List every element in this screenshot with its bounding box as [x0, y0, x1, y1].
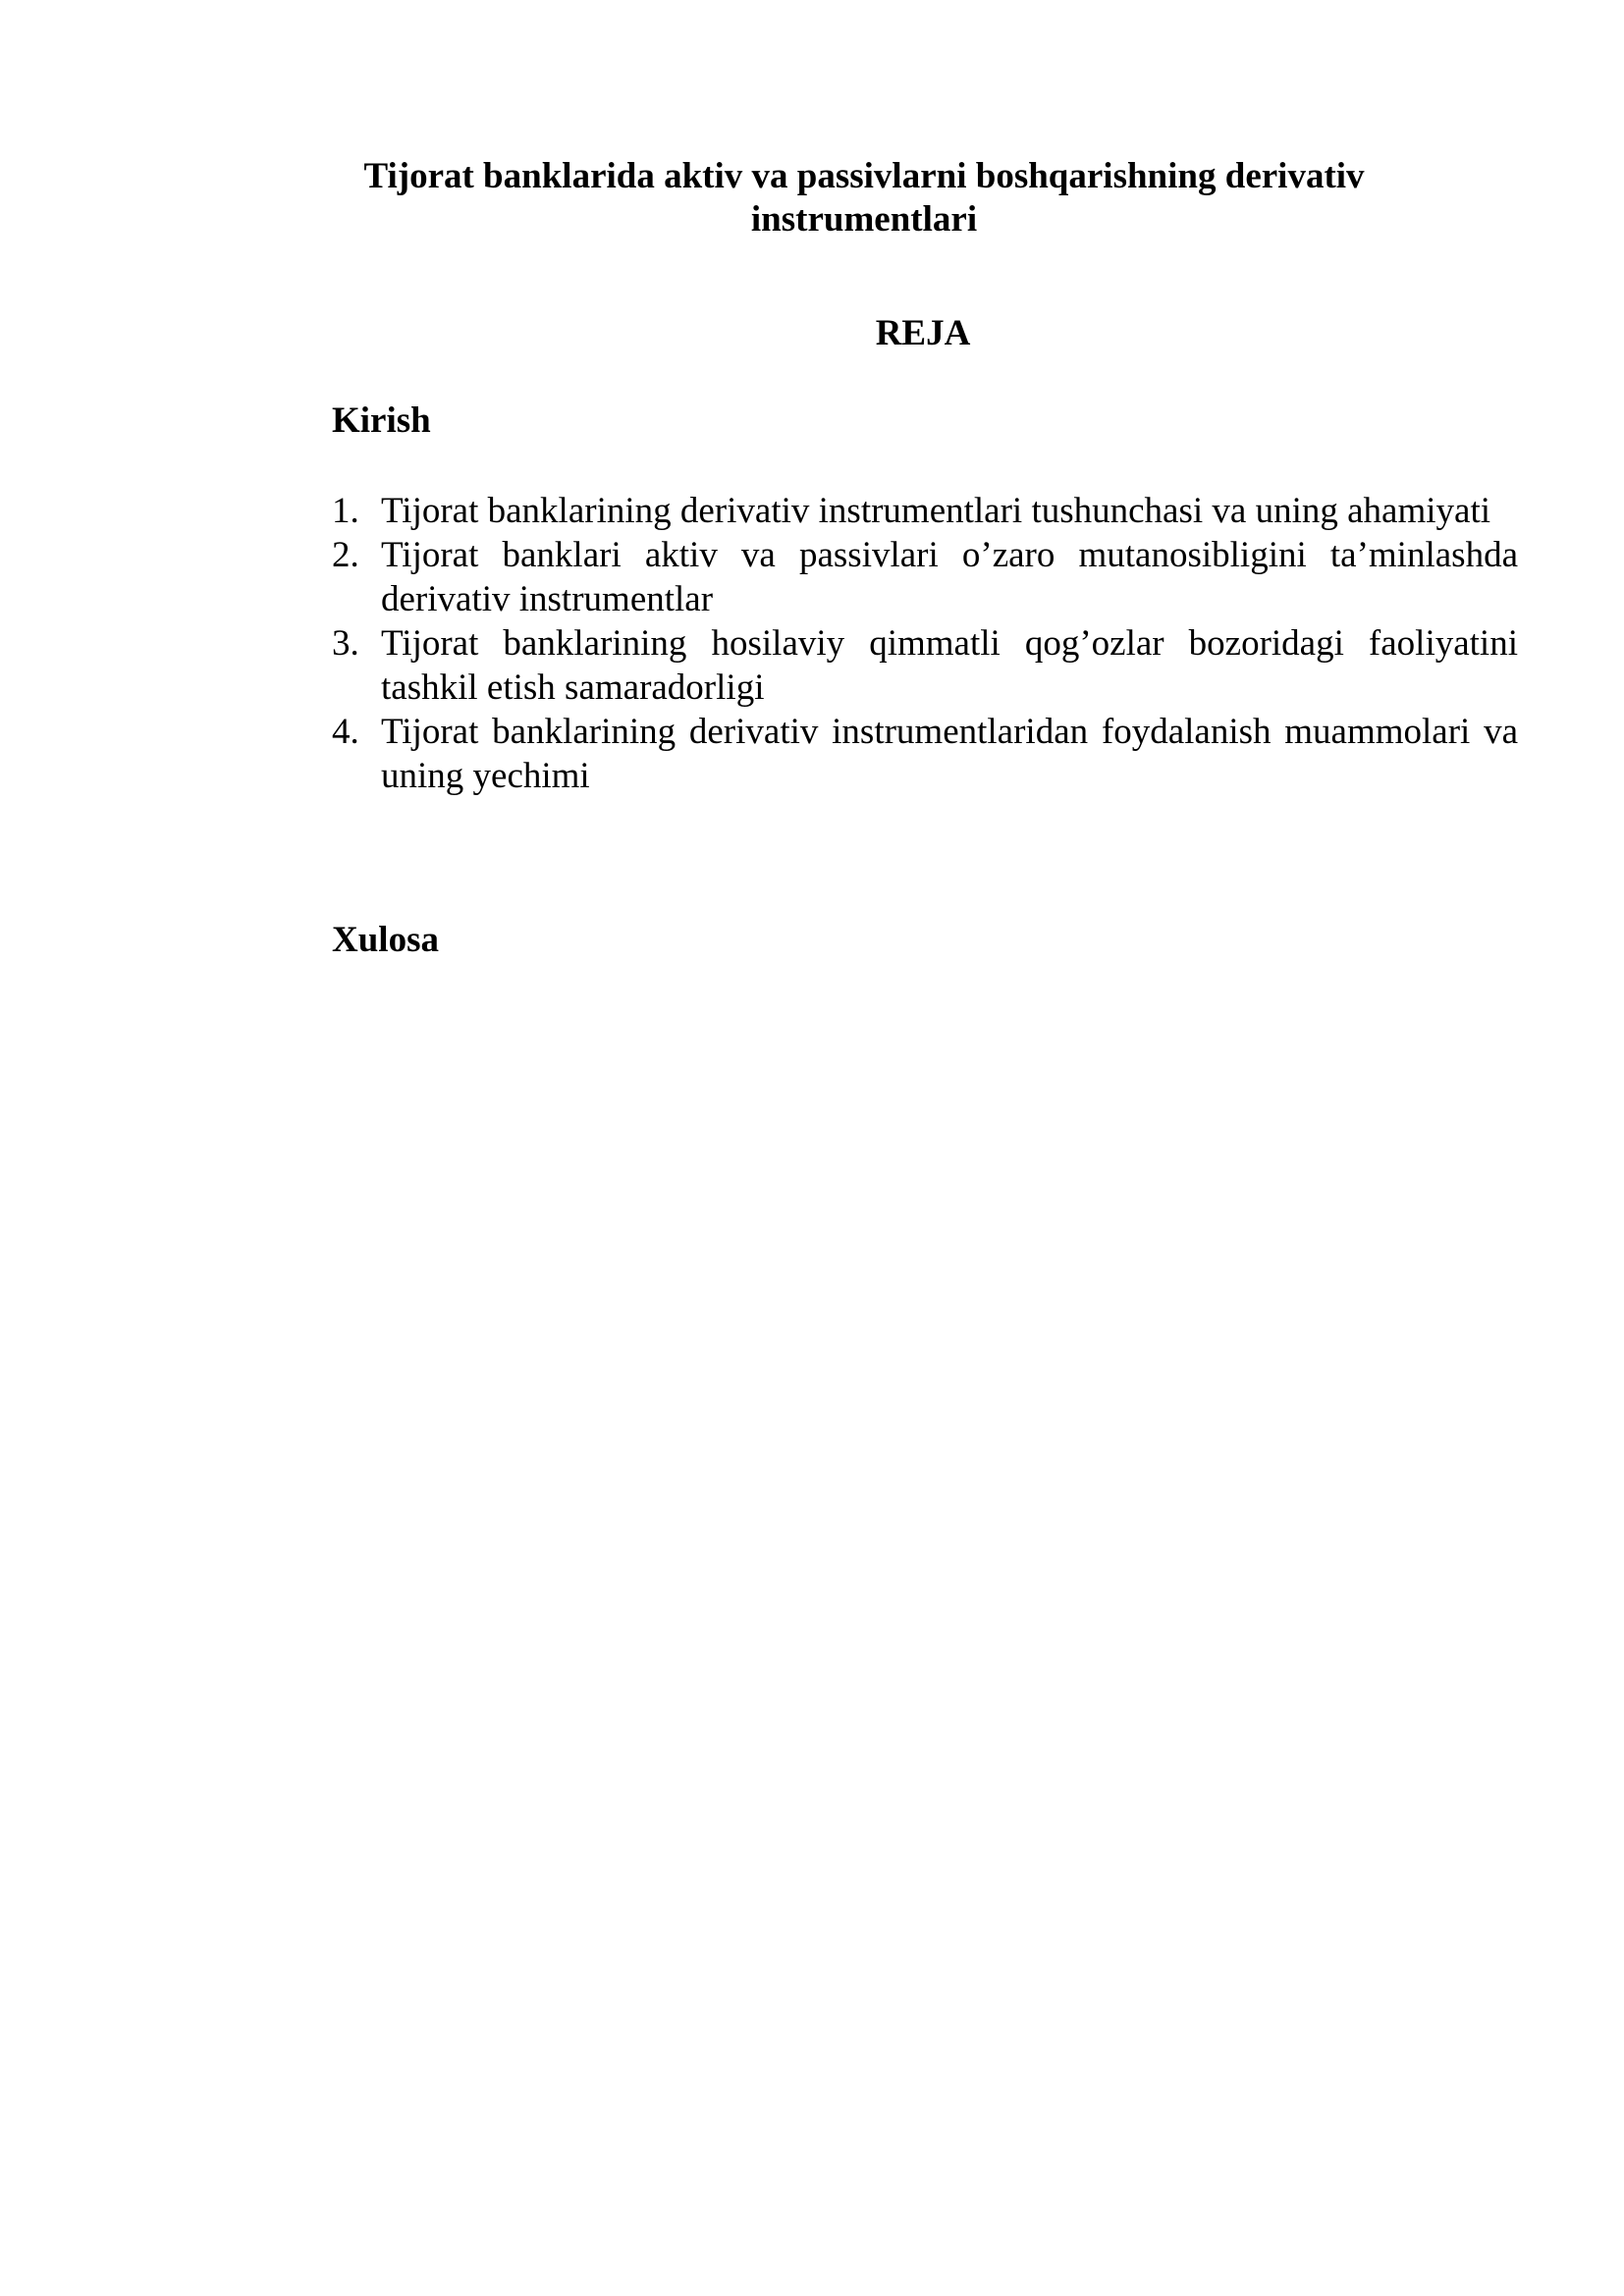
plan-item-number: 2. [332, 535, 359, 575]
plan-item-1 [332, 489, 1518, 533]
plan-heading: REJA [875, 313, 971, 353]
plan-item-number: 4. [332, 712, 359, 752]
plan-item-text: Tijorat banklarining derivativ instrumentlaridan foydalanish muammolari va uning yechimi [381, 712, 1518, 796]
plan-item-4 [332, 710, 1518, 798]
plan-item-text: Tijorat banklarining hosilaviy qimmatli qog’ozlar bozoridagi faoliyatini tashkil etish samaradorligi [381, 623, 1518, 708]
plan-item-2 [332, 533, 1518, 621]
document-title-line-1: Tijorat banklarida aktiv va passivlarni boshqarishning derivativ [363, 156, 1365, 196]
document-title [324, 155, 1404, 241]
plan-item-text: Tijorat banklari aktiv va passivlari o’zaro mutanosibligini ta’minlashda derivativ instrumentlar [381, 535, 1518, 619]
plan-item-3 [332, 621, 1518, 710]
plan-item-number: 1. [332, 491, 359, 531]
plan-item-number: 3. [332, 623, 359, 664]
plan-item-text: Tijorat banklarining derivativ instrumentlari tushunchasi va uning ahamiyati [381, 491, 1490, 531]
document-title-line-2: instrumentlari [750, 199, 978, 240]
intro-heading: Kirish [332, 400, 431, 441]
conclusion-heading: Xulosa [332, 920, 439, 960]
plan-list [332, 489, 1518, 798]
